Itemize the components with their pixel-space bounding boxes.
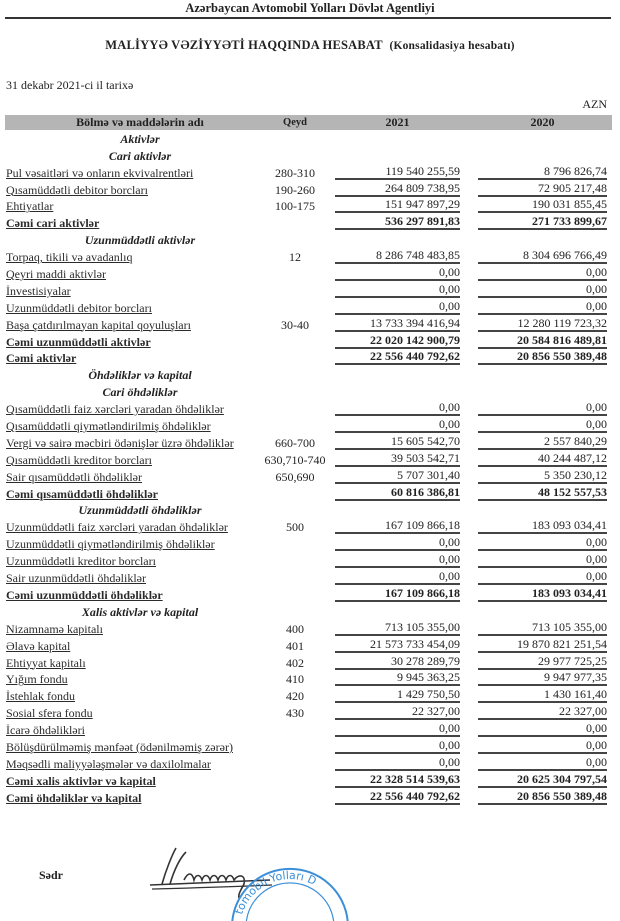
row-label: Cəmi qısamüddətli öhdəliklər bbox=[6, 486, 159, 501]
value-2020: 19 870 821 251,54 bbox=[478, 637, 607, 653]
row-label: Uzunmüddətli kreditor borcları bbox=[6, 554, 156, 569]
section-heading-row bbox=[5, 603, 612, 620]
row-label: Qısamüddətli qiymətləndirilmiş öhdəliklər bbox=[6, 419, 211, 434]
row-note: 401 bbox=[286, 638, 304, 653]
row-label: Əlavə kapital bbox=[6, 638, 71, 653]
total-row bbox=[5, 333, 612, 350]
row-label: Cəmi xalis aktivlər və kapital bbox=[6, 773, 156, 788]
row-note: 660-700 bbox=[275, 435, 315, 450]
row-label: Cəmi öhdəliklər və kapital bbox=[6, 790, 142, 805]
total-row bbox=[5, 789, 612, 806]
value-2020: 12 280 119 723,32 bbox=[478, 316, 607, 332]
row-label: Uzunmüddətli debitor borcları bbox=[6, 300, 152, 315]
value-2021: 119 540 255,59 bbox=[335, 164, 460, 180]
value-2021: 1 429 750,50 bbox=[335, 687, 460, 703]
section-heading: Öhdəliklər və kapital bbox=[88, 368, 192, 383]
value-2020: 0,00 bbox=[478, 417, 607, 433]
total-row bbox=[5, 485, 612, 502]
col-note: Qeyd bbox=[283, 117, 307, 128]
row-label: Yığım fondu bbox=[6, 672, 68, 687]
section-heading: Cari aktivlər bbox=[108, 148, 172, 163]
official-stamp bbox=[230, 855, 350, 921]
table-row bbox=[5, 704, 612, 721]
table-body bbox=[5, 130, 612, 806]
col-2021: 2021 bbox=[385, 115, 410, 129]
value-2020: 20 856 550 389,48 bbox=[478, 349, 607, 365]
section-heading-row bbox=[5, 366, 612, 383]
table-row bbox=[5, 164, 612, 181]
table-row bbox=[5, 637, 612, 654]
value-2020: 5 350 230,12 bbox=[478, 468, 607, 484]
section-heading-row bbox=[5, 502, 612, 519]
row-note: 280-310 bbox=[275, 165, 315, 180]
value-2020: 2 557 840,29 bbox=[478, 434, 607, 450]
row-label: Ehtiyatlar bbox=[6, 199, 54, 214]
table-row bbox=[5, 620, 612, 637]
agency-name: Azərbaycan Avtomobil Yolları Dövlət Agentliyi bbox=[185, 1, 435, 15]
col-name: Bölmə və maddələrin adı bbox=[76, 115, 204, 129]
value-2021: 5 707 301,40 bbox=[335, 468, 460, 484]
value-2021: 22 556 440 792,62 bbox=[335, 349, 460, 365]
svg-text:tomobil Yolları D: tomobil Yolları D bbox=[232, 868, 319, 916]
table-row bbox=[5, 265, 612, 282]
row-label: Məqsədli maliyyələşmələr və daxilolmalar bbox=[6, 756, 211, 771]
value-2021: 60 816 386,81 bbox=[335, 485, 460, 501]
row-label: Sair qısamüddətli öhdəliklər bbox=[6, 469, 142, 484]
table-row bbox=[5, 552, 612, 569]
row-label: Torpaq, tikili və avadanlıq bbox=[6, 250, 133, 265]
table-row bbox=[5, 282, 612, 299]
row-note: 410 bbox=[286, 672, 304, 687]
value-2020: 48 152 557,53 bbox=[478, 485, 607, 501]
section-heading: Aktivlər bbox=[120, 131, 160, 146]
row-label: Cəmi cari aktivlər bbox=[6, 216, 100, 231]
total-row bbox=[5, 586, 612, 603]
row-label: Cəmi uzunmüddətli aktivlər bbox=[6, 334, 151, 349]
row-note: 630,710-740 bbox=[264, 452, 326, 467]
value-2020: 20 625 304 797,54 bbox=[478, 772, 607, 788]
table-row bbox=[5, 400, 612, 417]
table-row bbox=[5, 181, 612, 198]
value-2020: 0,00 bbox=[478, 552, 607, 568]
section-heading: Cari öhdəliklər bbox=[102, 385, 178, 400]
row-label: Nizamnamə kapitalı bbox=[6, 621, 103, 636]
row-label: Vergi və sairə məcbiri ödənişlər üzrə öhdəliklər bbox=[6, 435, 234, 450]
section-heading-row bbox=[5, 147, 612, 164]
table-row bbox=[5, 671, 612, 688]
report-subtitle: (Konsalidasiya hesabatı) bbox=[389, 40, 515, 52]
row-label: Qısamüddətli faiz xərcləri yaradan öhdəliklər bbox=[6, 402, 224, 417]
section-heading-row bbox=[5, 231, 612, 248]
row-label: Bölüşdürülməmiş mənfəət (ödənilməmiş zərər) bbox=[6, 739, 233, 754]
row-label: Pul vəsaitləri və onların ekvivalrentləri bbox=[6, 165, 194, 180]
value-2021: 0,00 bbox=[335, 282, 460, 298]
signatory-title: Sədr bbox=[39, 868, 63, 882]
value-2020: 183 093 034,41 bbox=[478, 586, 607, 602]
value-2020: 0,00 bbox=[478, 569, 607, 585]
row-label: İcarə öhdəlikləri bbox=[6, 723, 85, 738]
row-note: 12 bbox=[289, 250, 301, 265]
section-heading: Uzunmüddətli öhdəliklər bbox=[78, 503, 202, 518]
section-heading: Xalis aktivlər və kapital bbox=[81, 604, 199, 619]
value-2021: 167 109 866,18 bbox=[335, 586, 460, 602]
value-2021: 22 328 514 539,63 bbox=[335, 772, 460, 788]
row-label: Qısamüddətli kreditor borcları bbox=[6, 452, 152, 467]
value-2021: 0,00 bbox=[335, 535, 460, 551]
table-row bbox=[5, 569, 612, 586]
col-2020: 2020 bbox=[530, 115, 555, 129]
value-2021: 0,00 bbox=[335, 569, 460, 585]
total-row bbox=[5, 214, 612, 231]
table-row bbox=[5, 451, 612, 468]
table-row bbox=[5, 468, 612, 485]
value-2020: 0,00 bbox=[478, 755, 607, 771]
currency-label: AZN bbox=[582, 97, 607, 111]
row-label: Qısamüddətli debitor borcları bbox=[6, 182, 148, 197]
value-2020: 40 244 487,12 bbox=[478, 451, 607, 467]
report-date: 31 dekabr 2021-ci il tarixə bbox=[6, 78, 134, 92]
balance-sheet-table bbox=[5, 115, 612, 806]
section-heading: Uzunmüddətli aktivlər bbox=[84, 233, 196, 248]
table-row bbox=[5, 417, 612, 434]
row-note: 100-175 bbox=[275, 199, 315, 214]
value-2020: 9 947 977,35 bbox=[478, 670, 607, 686]
total-row bbox=[5, 350, 612, 367]
table-row bbox=[5, 535, 612, 552]
value-2020: 0,00 bbox=[478, 265, 607, 281]
value-2020: 0,00 bbox=[478, 282, 607, 298]
table-row bbox=[5, 721, 612, 738]
table-row bbox=[5, 299, 612, 316]
row-label: Başa çatdırılmayan kapital qoyuluşları bbox=[6, 317, 191, 332]
value-2020: 183 093 034,41 bbox=[478, 518, 607, 534]
value-2020: 29 977 725,25 bbox=[478, 654, 607, 670]
value-2020: 0,00 bbox=[478, 535, 607, 551]
table-row bbox=[5, 687, 612, 704]
section-heading-row bbox=[5, 130, 612, 147]
value-2021: 0,00 bbox=[335, 299, 460, 315]
row-note: 400 bbox=[286, 621, 304, 636]
value-2021: 30 278 289,79 bbox=[335, 654, 460, 670]
value-2021: 22 020 142 900,79 bbox=[335, 333, 460, 349]
value-2020: 8 304 696 766,49 bbox=[478, 248, 607, 264]
value-2021: 0,00 bbox=[335, 400, 460, 416]
row-label: Cəmi aktivlər bbox=[6, 351, 77, 366]
table-row bbox=[5, 248, 612, 265]
table-row bbox=[5, 316, 612, 333]
value-2020: 190 031 855,45 bbox=[478, 197, 607, 213]
value-2021: 0,00 bbox=[335, 265, 460, 281]
row-note: 500 bbox=[286, 520, 304, 535]
value-2021: 9 945 363,25 bbox=[335, 670, 460, 686]
row-note: 430 bbox=[286, 706, 304, 721]
table-row bbox=[5, 654, 612, 671]
value-2021: 167 109 866,18 bbox=[335, 518, 460, 534]
report-title-main: MALİYYƏ VƏZİYYƏTİ HAQQINDA HESABAT bbox=[105, 38, 383, 52]
value-2021: 22 556 440 792,62 bbox=[335, 789, 460, 805]
value-2020: 713 105 355,00 bbox=[478, 620, 607, 636]
row-note: 190-260 bbox=[275, 182, 315, 197]
value-2020: 22 327,00 bbox=[478, 704, 607, 720]
value-2021: 0,00 bbox=[335, 417, 460, 433]
value-2021: 151 947 897,29 bbox=[335, 197, 460, 213]
row-label: Uzunmüddətli qiymətləndirilmiş öhdəliklər bbox=[6, 537, 215, 552]
value-2020: 1 430 161,40 bbox=[478, 687, 607, 703]
value-2021: 713 105 355,00 bbox=[335, 620, 460, 636]
value-2021: 0,00 bbox=[335, 552, 460, 568]
row-label: Sair uzunmüddətli öhdəliklər bbox=[6, 571, 146, 586]
table-row bbox=[5, 198, 612, 215]
table-row bbox=[5, 434, 612, 451]
row-note: 650,690 bbox=[275, 469, 315, 484]
row-note: 402 bbox=[286, 655, 304, 670]
row-label: Sosial sfera fondu bbox=[6, 706, 93, 721]
table-header bbox=[5, 115, 612, 130]
value-2021: 264 809 738,95 bbox=[335, 181, 460, 197]
value-2020: 20 584 816 489,81 bbox=[478, 333, 607, 349]
value-2021: 22 327,00 bbox=[335, 704, 460, 720]
table-row bbox=[5, 755, 612, 772]
section-heading-row bbox=[5, 383, 612, 400]
agency-rule bbox=[5, 17, 611, 19]
table-row bbox=[5, 518, 612, 535]
value-2021: 0,00 bbox=[335, 721, 460, 737]
value-2020: 0,00 bbox=[478, 299, 607, 315]
value-2020: 0,00 bbox=[478, 400, 607, 416]
value-2020: 72 905 217,48 bbox=[478, 181, 607, 197]
value-2021: 15 605 542,70 bbox=[335, 434, 460, 450]
row-label: İstehlak fondu bbox=[6, 689, 75, 704]
row-label: Qeyri maddi aktivlər bbox=[6, 267, 106, 282]
report-title bbox=[0, 38, 620, 53]
row-note: 420 bbox=[286, 689, 304, 704]
value-2021: 8 286 748 483,85 bbox=[335, 248, 460, 264]
value-2021: 13 733 394 416,94 bbox=[335, 316, 460, 332]
value-2021: 0,00 bbox=[335, 755, 460, 771]
row-label: Cəmi uzunmüddətli öhdəliklər bbox=[6, 587, 163, 602]
row-label: Uzunmüddətli faiz xərcləri yaradan öhdəliklər bbox=[6, 520, 228, 535]
value-2021: 0,00 bbox=[335, 738, 460, 754]
total-row bbox=[5, 772, 612, 789]
row-label: İnvestisiyalar bbox=[6, 283, 71, 298]
value-2021: 536 297 891,83 bbox=[335, 214, 460, 230]
value-2020: 0,00 bbox=[478, 738, 607, 754]
table-row bbox=[5, 738, 612, 755]
row-label: Ehtiyyat kapitalı bbox=[6, 655, 86, 670]
row-note: 30-40 bbox=[281, 317, 309, 332]
value-2020: 271 733 899,67 bbox=[478, 214, 607, 230]
value-2020: 0,00 bbox=[478, 721, 607, 737]
value-2020: 20 856 550 389,48 bbox=[478, 789, 607, 805]
value-2021: 21 573 733 454,09 bbox=[335, 637, 460, 653]
value-2020: 8 796 826,74 bbox=[478, 164, 607, 180]
value-2021: 39 503 542,71 bbox=[335, 451, 460, 467]
